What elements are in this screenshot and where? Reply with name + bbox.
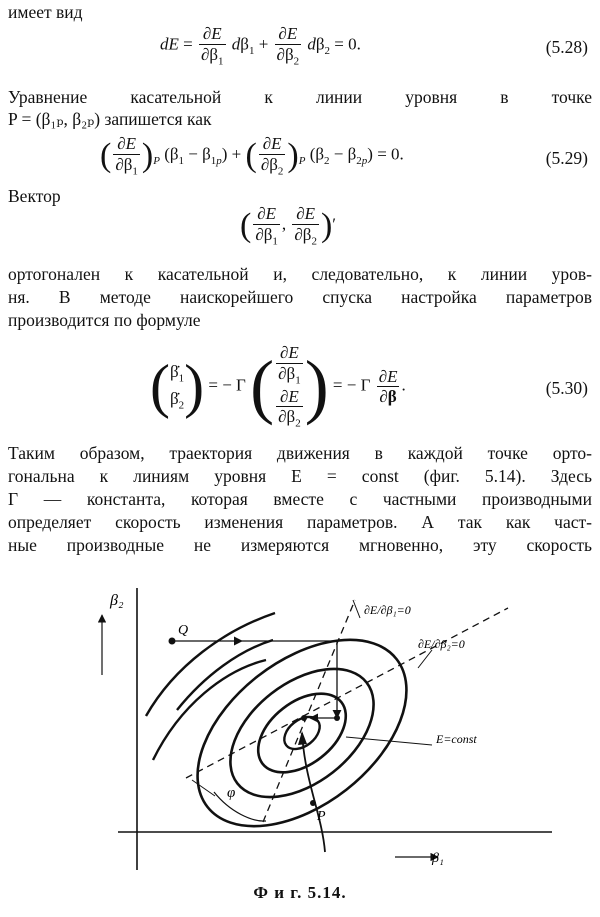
- equation-5-29: ( $\frac{\partial E}{\partial\beta_1}$ )$_P$ $(\beta_1 - \beta_{1p})$ + ( $\frac{\partial E}{\partial\beta_2}$ )$_P$ $(\beta_2 - \beta_{2p}) = 0$.: [100, 134, 404, 177]
- text-line-8: Таким образом, траектория движения в каждой точке орто-: [8, 443, 592, 463]
- text-line-11: определяет скорость изменения параметров. А так как част-: [8, 512, 592, 532]
- label-dE-dbeta2: ∂E/∂β₂=0: [418, 637, 465, 651]
- equation-5-30: ($\betȧ_1$ $\betȧ_2$) = − Γ ( ∂E $\partial\beta_1$ ∂E $\partial\beta_2$ ) = − Γ $\frac{\partial E}{\partial\beta}$ .: [150, 343, 406, 430]
- label-phi: φ: [227, 785, 236, 801]
- text-line-6: ня. В методе наискорейшего спуска настройка параметров: [8, 287, 592, 307]
- figure-caption: Ф и г. 5.14.: [253, 883, 347, 902]
- level-arc-outer: [146, 613, 275, 716]
- label-leader-d2: [418, 650, 432, 668]
- trajectory-point: [334, 715, 340, 721]
- equation-5-28: dE = $\frac{\partial E}{\partial\beta_1}$ $d\beta_1$ + $\frac{\partial E}{\partial\beta_2}$ $d\beta_2 = 0$.: [160, 24, 361, 67]
- text-line-10: Γ — константа, которая вместе с частными производными: [8, 489, 592, 509]
- text-line-5: ортогонален к касательной и, следовательно, к линии уров-: [8, 264, 592, 284]
- text-line-9: гональна к линиям уровня E = const (фиг. 5.14). Здесь: [8, 466, 592, 486]
- equation-number-5-28: (5.28): [545, 37, 588, 57]
- angle-phi-tick: [192, 780, 215, 796]
- label-P: P: [317, 809, 326, 824]
- trajectory-point-2: [301, 715, 307, 721]
- text-line-1: имеет вид: [8, 2, 83, 22]
- equation-number-5-29: (5.29): [545, 148, 588, 168]
- text-line-4: Вектор: [8, 186, 61, 206]
- text-line-12: ные производные не измеряются мгновенно, эту скорость: [8, 535, 592, 555]
- text-line-3: P = (β₁ₚ, β₂ₚ) запишется как: [8, 109, 212, 129]
- label-beta2: β₂: [110, 592, 124, 609]
- point-P: [310, 800, 316, 806]
- label-leader-d1: [353, 600, 360, 618]
- equation-number-5-30: (5.30): [545, 378, 588, 398]
- label-Q: Q: [178, 623, 189, 638]
- text-line-2: Уравнение касательной к линии уровня в точке: [8, 87, 592, 107]
- label-dE-dbeta1: ∂E/∂β₁=0: [364, 603, 411, 617]
- dashed-line-d2: [186, 608, 508, 778]
- vector-expression: ( $\frac{\partial E}{\partial\beta_1}$ , $\frac{\partial E}{\partial\beta_2}$ )′: [240, 204, 336, 247]
- trajectory-P: [302, 733, 325, 852]
- label-beta1: β₁: [432, 851, 444, 866]
- text-line-7: производится по формуле: [8, 310, 201, 330]
- label-E-const: E=const: [436, 732, 477, 746]
